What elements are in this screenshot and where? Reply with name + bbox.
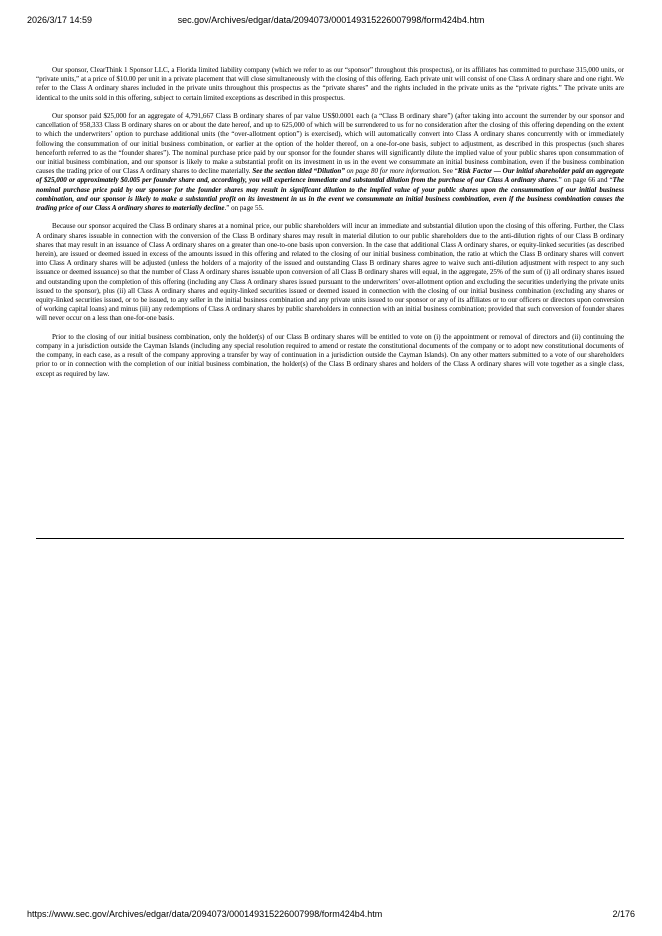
print-header	[27, 14, 635, 28]
paragraph-anti-dilution: Because our sponsor acquired the Class B ordinary shares at a nominal price, our public shareholders will incur an immediate and substantial dilution upon the closing of this offering. Further, the Class A ordinary shares issuable in connection with the conversion of the Class B ordinary shares may result in material dilution to our public shareholders due to the anti-dilution rights of our Class B ordinary shares that may result in an issuance of Class A ordinary shares on a greater than one-to-one basis upon conversion. In the case that additional Class A ordinary shares, or equity-linked securities (as described herein), are issued or deemed issued in excess of the amounts issued in this offering and related to the closing of our initial business combination, the ratio at which the Class B ordinary shares will convert into Class A ordinary shares will be adjusted (unless the holders of a majority of the issued and outstanding Class B ordinary shares agree to waive such anti-dilution adjustment with respect to any such issuance or deemed issuance) so that the number of Class A ordinary shares issuable upon conversion of all Class B ordinary shares will equal, in the aggregate, 25% of the sum of (i) all ordinary shares issued and outstanding upon the completion of this offering (including any Class A ordinary shares issued pursuant to the underwriters’ over-allotment option and excluding the securities underlying the private units issued to the sponsor), plus (ii) all Class A ordinary shares and equity-linked securities issued or deemed issued in connection with the closing of our initial business combination (excluding any shares or equity-linked securities issued, or to be issued, to any seller in the initial business combination and any private units issued to our sponsor or any of its affiliates or to our officers or directors upon conversion of working capital loans) and minus (iii) any redemptions of Class A ordinary shares by public shareholders in connection with an initial business combination; provided that such conversion of founder shares will never occur on a less than one-for-one basis.	[36, 222, 624, 323]
risk-factor-page-1: .” on page 66 and “	[556, 176, 613, 185]
print-page-count: 2/176	[612, 909, 635, 919]
section-divider	[36, 538, 624, 539]
paragraph-voting: Prior to the closing of our initial business combination, only the holder(s) of our Class B ordinary shares will be entitled to vote on (i) the appointment or removal of directors and (ii) continuing the company in a jurisdiction outside the Cayman Islands (including any special resolution required to amend or restate the constitutional documents of the company or to adopt new constitutional documents of the company, in each case, as a result of the company approving a transfer by way of continuation in a jurisdiction outside the Cayman Islands). On any other matters submitted to a vote of our shareholders prior to or in connection with the completion of our initial business combination, the holder(s) of the Class B ordinary shares and holders of the Class A ordinary shares will vote together as a single class, except as required by law.	[36, 332, 624, 378]
risk-factor-page-2: .” on page 55.	[224, 204, 264, 213]
paragraph-founder-shares	[36, 112, 624, 213]
dilution-reference: See the section titled “Dilution”	[252, 167, 345, 176]
risk-factor-reference-2: The nominal purchase price paid by our sponsor for the founder shares may result in significant dilution to the implied value of your public shares upon the consummation of our initial business combination, and our sponsor is likely to make a substantial profit on its investment in us in the event we consummate an initial business combination, even if the business combination causes the trading price of our Class A ordinary shares to materially decline	[36, 176, 624, 213]
dilution-page-reference: on page 80 for more information.	[344, 167, 441, 176]
print-timestamp: 2026/3/17 14:59	[27, 15, 93, 25]
document-body	[36, 66, 624, 388]
risk-factor-reference-1: Risk Factor — Our initial shareholder paid an aggregate of $25,000 or approximately $0.005 per founder share and, accordingly, you will experience immediate and substantial dilution from the purchase of our Class A ordinary shares	[36, 167, 625, 185]
print-url: https://www.sec.gov/Archives/edgar/data/2094073/000149315226007998/form424b4.htm	[27, 909, 383, 919]
print-footer	[27, 908, 635, 922]
paragraph-private-units: Our sponsor, ClearThink 1 Sponsor LLC, a Florida limited liability company (which we refer to as our “sponsor” throughout this prospectus), or its affiliates has committed to purchase 315,000 units, or “private units,” at a price of $10.00 per unit in a private placement that will close simultaneously with the closing of this offering. Each private unit will consist of one Class A ordinary share and one right. We refer to the Class A ordinary shares included in the private units throughout this prospectus as the “private shares” and the rights included in the private units as the “private rights.” The private units are identical to the units sold in this offering, subject to certain limited exceptions as described in this prospectus.	[36, 66, 624, 102]
founder-shares-text: Our sponsor paid $25,000 for an aggregate of 4,791,667 Class B ordinary shares of par value US$0.0001 each (a “Class B ordinary share”) (after taking into account the surrender by our sponsor and cancellation of 958,333 Class B ordinary shares on or about the date hereof, and up to 625,000 of which will be surrendered to us for no consideration after the closing of this offering depending on the extent to which the underwriters’ option to purchase additional units (the “over-allotment option”) is exercised), which will automatically convert into Class A ordinary shares concurrently with or immediately following the consummation of our initial business combination, or earlier at the option of the holder thereof, on a one-for-one basis, subject to adjustment, as described in this prospectus (such shares henceforth referred to as the “founder shares”). The nominal purchase price paid by our sponsor for the founder shares will significantly dilute the implied value of your public shares upon consummation of our initial business combination, and our sponsor is likely to make a substantial profit on its investment in us in the event we consummate an initial business combination, even if the business combination causes the trading price of our Class A ordinary shares to decline materially.	[36, 112, 624, 176]
see-text: See “	[440, 167, 458, 176]
print-page-title: sec.gov/Archives/edgar/data/2094073/000149315226007998/form424b4.htm	[177, 15, 485, 25]
